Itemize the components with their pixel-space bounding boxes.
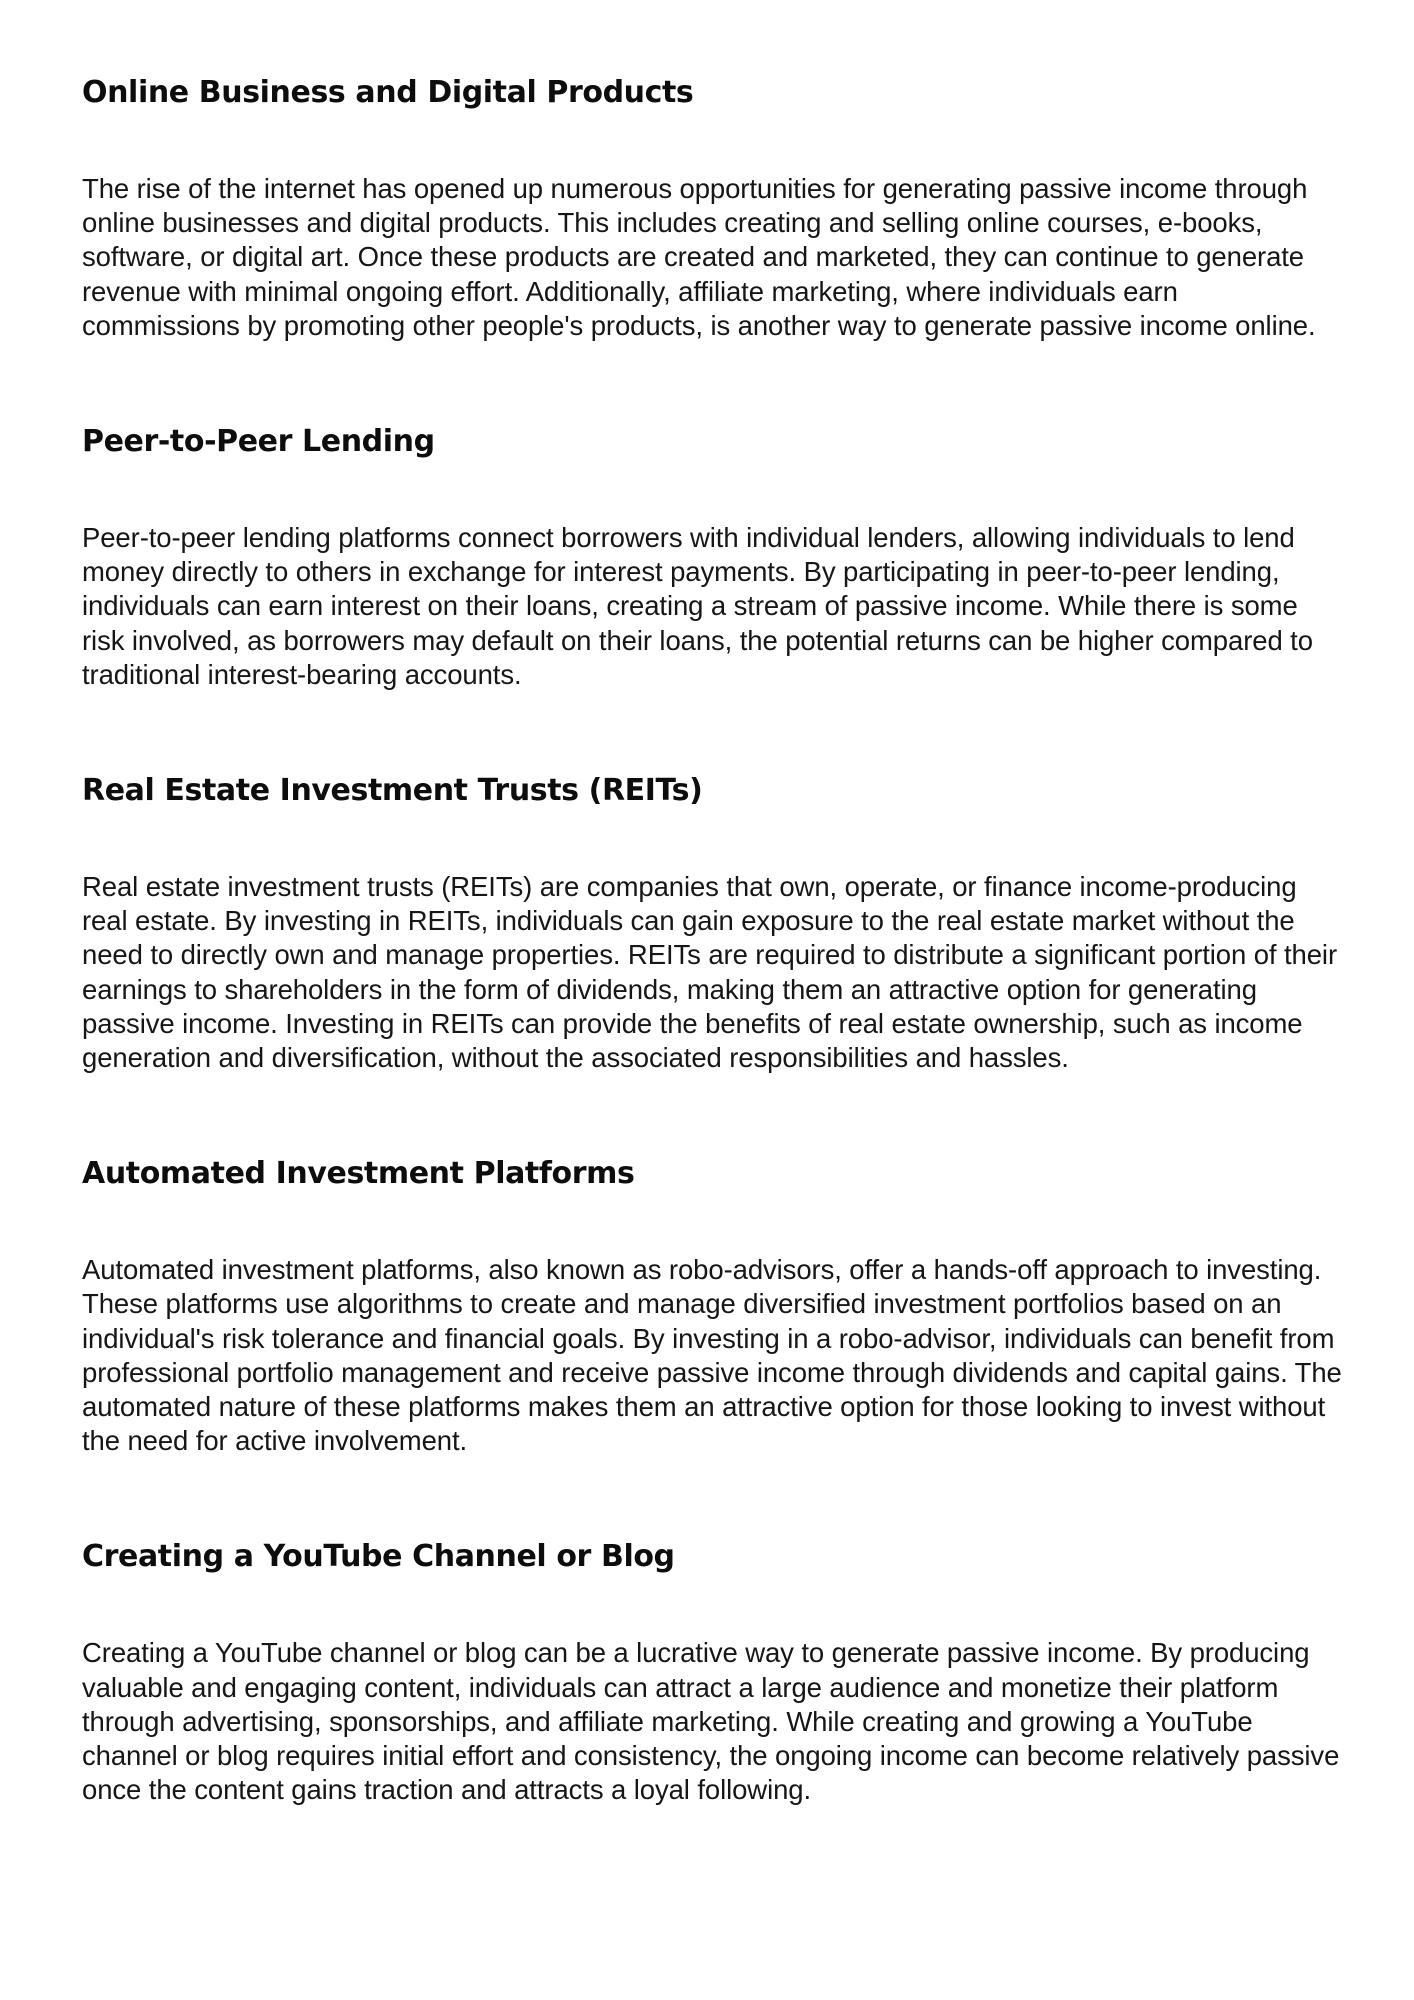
document-content [82,70,1342,1883]
section-paragraph: Peer-to-peer lending platforms connect borrowers with individual lenders, allowing individuals to lend money directly to others in exchange for interest payments. By participating in peer-to-peer lending, individuals can earn interest on their loans, creating a stream of passive income. While there is some risk involved, as borrowers may default on their loans, the potential returns can be higher compared to traditional interest-bearing accounts. [82,522,1313,690]
section-heading: Creating a YouTube Channel or Blog [82,1539,675,1575]
section-paragraph: The rise of the internet has opened up numerous opportunities for generating passive income through online businesses and digital products. This includes creating and selling online courses, e-books, software, or digital art. Once these products are created and marketed, they can continue to generate revenue with minimal ongoing effort. Additionally, affiliate marketing, where individuals earn commissions by promoting other people's products, is another way to generate passive income online. [82,173,1316,341]
section-paragraph: Real estate investment trusts (REITs) are companies that own, operate, or finance income-producing real estate. By investing in REITs, individuals can gain exposure to the real estate market without the need to directly own and manage properties. REITs are required to distribute a significant portion of their earnings to shareholders in the form of dividends, making them an attractive option for generating passive income. Investing in REITs can provide the benefits of real estate ownership, such as income generation and diversification, without the associated responsibilities and hassles. [82,871,1337,1074]
section-paragraph: Creating a YouTube channel or blog can be a lucrative way to generate passive income. By producing valuable and engaging content, individuals can attract a large audience and monetize their platform through advertising, sponsorships, and affiliate marketing. While creating and growing a YouTube channel or blog requires initial effort and consistency, the ongoing income can become relatively passive once the content gains traction and attracts a loyal following. [82,1637,1340,1806]
section-heading: Peer-to-Peer Lending [82,424,435,460]
section-heading: Online Business and Digital Products [82,75,694,110]
section-peer-to-peer-lending [82,419,1342,692]
section-automated-investment [82,1151,1342,1458]
section-youtube-blog [82,1534,1342,1807]
section-reits [82,768,1342,1075]
section-heading: Real Estate Investment Trusts (REITs) [82,773,703,809]
section-online-business [82,70,1342,343]
section-paragraph: Automated investment platforms, also known as robo-advisors, offer a hands-off approach to investing. These platforms use algorithms to create and manage diversified investment portfolios based on an individual's risk tolerance and financial goals. By investing in a robo-advisor, individuals can benefit from professional portfolio management and receive passive income through dividends and capital gains. The automated nature of these platforms makes them an attractive option for those looking to invest without the need for active involvement. [82,1254,1342,1457]
section-heading: Automated Investment Platforms [82,1156,635,1192]
